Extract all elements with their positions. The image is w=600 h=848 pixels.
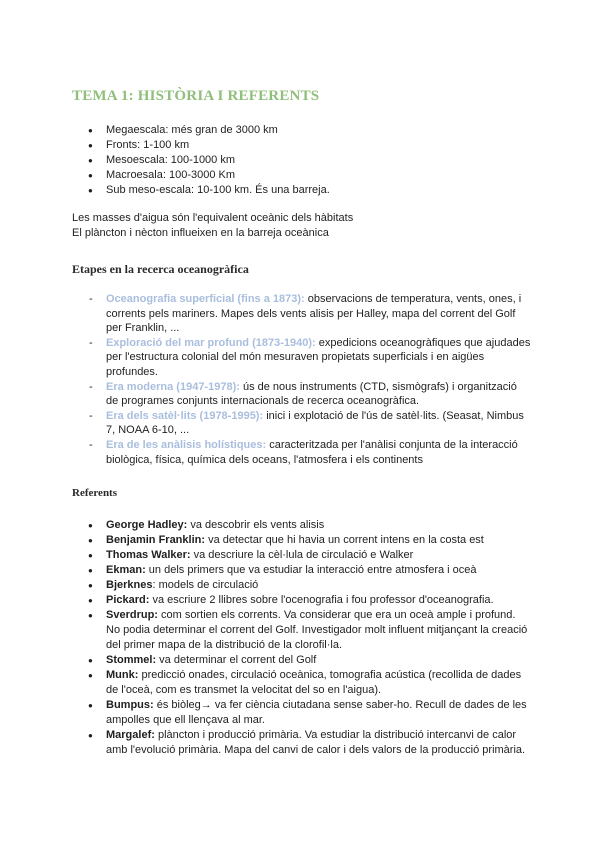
list-item: ● Fronts: 1-100 km (72, 138, 330, 153)
etapes-heading: Etapes en la recerca oceanogràfica (72, 262, 249, 276)
scales-list (72, 123, 330, 198)
list-item: ● Sub meso-escala: 10-100 km. És una barreja. (72, 183, 330, 198)
intro-paragraph (72, 211, 353, 241)
referent-text: és biòleg→ va fer ciència ciutadana sense saber-ho. Recull de dades de les ampolles que ell llençava al mar. (106, 699, 527, 726)
referent-text: va descriure la cèl·lula de circulació e Walker (190, 549, 414, 561)
referent-text: : models de circulació (152, 579, 259, 591)
referent-name: Sverdrup: (106, 609, 158, 621)
referent-text: predicció onades, circulació oceànica, tomografia acústica (recollida de dades de l'oceà, com es transmet la velocitat del so en l'aigua). (106, 669, 522, 696)
list-item (72, 608, 532, 653)
etapa-text: observacions de temperatura, vents, ones, i corrents pels mariners. Mapes dels vents alisis per Halley, mapa del corrent del Golf per Franklin, ... (106, 293, 522, 335)
referent-name: Ekman: (106, 564, 146, 576)
list-item (72, 336, 532, 380)
referent-name: Margalef: (106, 729, 155, 741)
list-item (72, 518, 532, 533)
etapa-text: inici i explotació de l'ús de satèl·lits. (Seasat, Nimbus 7, NOAA 6-10, ... (106, 409, 524, 437)
etapes-list (72, 292, 532, 467)
etapa-label: Era de les anàlisis holístiques: (106, 438, 267, 451)
etapa-text: caracteritzada per l'anàlisi conjunta de la interacció biològica, física, química dels oceans, l'atmosfera i els continents (106, 438, 518, 466)
referent-text: un dels primers que va estudiar la interacció entre atmosfera i oceà (145, 564, 477, 576)
referent-text: va determinar el corrent del Golf (156, 654, 317, 666)
list-item: ● Megaescala: més gran de 3000 km (72, 123, 330, 138)
list-item (72, 698, 532, 728)
list-item (72, 533, 532, 548)
etapa-text: expedicions oceanogràfiques que ajudades per l'estructura colonial del món mesuraven propietats superficials i en aigües profundes. (106, 336, 531, 378)
referent-name: Thomas Walker: (106, 549, 191, 561)
etapa-label: Era moderna (1947-1978): (106, 380, 240, 393)
referents-list (72, 518, 532, 758)
etapa-label: Era dels satèl·lits (1978-1995): (106, 409, 264, 422)
referent-name: Munk: (106, 669, 139, 681)
referent-name: Bumpus: (106, 699, 154, 711)
list-item: ● Macroesala: 100-3000 Km (72, 168, 330, 183)
list-item (72, 548, 532, 563)
referent-name: Benjamin Franklin: (106, 534, 206, 546)
list-item (72, 578, 532, 593)
etapa-text: ús de nous instruments (CTD, sismògrafs) i organització de programes conjunts internacionals de recerca oceanogràfica. (106, 380, 517, 408)
list-item: ● Mesoescala: 100-1000 km (72, 153, 330, 168)
list-item (72, 438, 532, 467)
referent-text: va descobrir els vents alisis (187, 519, 325, 531)
referent-text: com sortien els corrents. Va considerar que era un oceà ample i profund. No podia determinar el corrent del Golf. Investigador molt influent mitjançant la creació del primer mapa de la distribució de la clorofil·la. (106, 609, 528, 651)
list-item (72, 653, 532, 668)
list-item (72, 409, 532, 438)
referent-name: Bjerknes (106, 579, 153, 591)
referent-text: va escriure 2 llibres sobre l'ocenografia i fou professor d'oceanografia. (149, 594, 494, 606)
referent-name: Pickard: (106, 594, 150, 606)
referent-text: plàncton i producció primària. Va estudiar la distribució intercanvi de calor amb l'evolució primària. Mapa del canvi de calor i dels valors de la producció primària. (106, 729, 526, 756)
page-title: TEMA 1: HISTÒRIA I REFERENTS (72, 88, 320, 104)
referent-text: va detectar que hi havia un corrent intens en la costa est (205, 534, 484, 546)
referent-name: Stommel: (106, 654, 157, 666)
list-item (72, 292, 532, 336)
intro-line: Les masses d'aigua són l'equivalent oceànic dels hàbitats (72, 212, 354, 224)
etapa-label: Exploració del mar profund (1873-1940): (106, 336, 316, 349)
list-item (72, 668, 532, 698)
list-item (72, 380, 532, 409)
list-item (72, 728, 532, 758)
referent-name: George Hadley: (106, 519, 188, 531)
list-item (72, 563, 532, 578)
referents-heading: Referents (72, 487, 117, 499)
etapa-label: Oceanografia superficial (fins a 1873): (106, 293, 305, 305)
list-item (72, 593, 532, 608)
intro-line: El plàncton i nècton influeixen en la barreja oceànica (72, 227, 329, 239)
